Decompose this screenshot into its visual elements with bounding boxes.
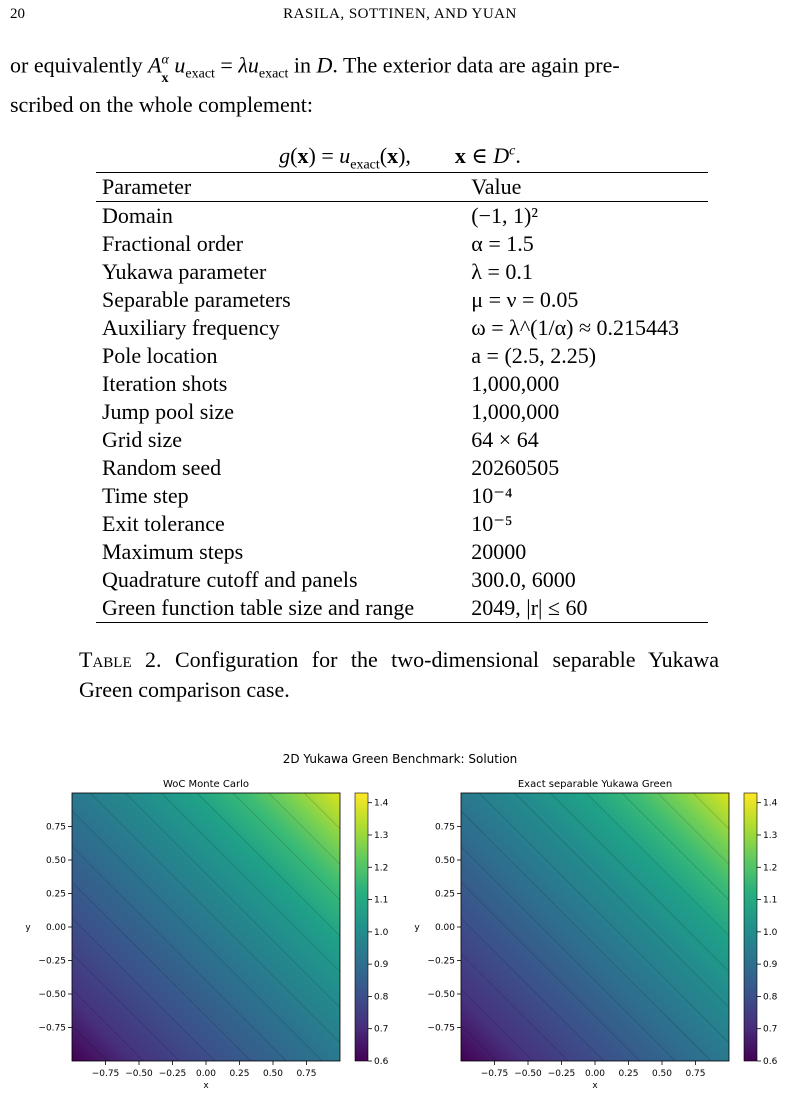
colorbar-tick-label: 0.8 (763, 992, 778, 1003)
y-tick-label: −0.75 (38, 1023, 66, 1034)
y-axis-label: y (414, 923, 420, 933)
x-tick-label: 0.75 (296, 1069, 317, 1079)
x-tick-label: −0.25 (547, 1069, 576, 1079)
table-row (96, 286, 708, 314)
table-row (96, 510, 708, 538)
table-cell-parameter: Separable parameters (102, 287, 291, 312)
colorbar-tick-label: 1.1 (374, 895, 389, 906)
table-cell-parameter: Domain (102, 203, 173, 228)
table-row (96, 454, 708, 482)
intro-paragraph (10, 46, 770, 120)
colorbar-tick-label: 1.4 (763, 798, 778, 809)
intro-sub: x (161, 71, 169, 87)
table-cell-value: 20000 (471, 539, 527, 564)
colorbar-tick-label: 1.1 (763, 895, 778, 906)
table-cell-value: 10⁻⁴ (471, 483, 513, 508)
colorbar-tick-label: 1.0 (763, 927, 778, 938)
table-row (96, 538, 708, 566)
x-tick-label: 0.75 (685, 1069, 706, 1079)
table-cell-value: 300.0, 6000 (471, 567, 576, 592)
colorbar-tick-label: 0.6 (374, 1057, 389, 1067)
colorbar-tick-label: 0.9 (763, 960, 778, 971)
table-cell-value: 1,000,000 (471, 399, 560, 424)
table-header-parameter: Parameter (102, 174, 192, 199)
y-tick-label: −0.25 (38, 956, 66, 967)
x-tick-label: −0.50 (514, 1069, 542, 1079)
caption-text: Configuration for the two-dimensional separable Yukawa Green comparison case. (79, 647, 719, 702)
table-header-row (96, 173, 708, 202)
table-cell-parameter: Exit tolerance (102, 511, 225, 536)
table-cell-parameter: Time step (102, 483, 189, 508)
table-cell-parameter: Grid size (102, 427, 183, 452)
x-axis-label: x (592, 1081, 598, 1091)
y-tick-label: 0.50 (45, 856, 66, 866)
colorbar-tick-label: 1.2 (374, 863, 389, 874)
y-tick-label: −0.50 (38, 990, 66, 1000)
colorbar-tick-label: 1.4 (374, 798, 389, 809)
config-table (96, 172, 708, 623)
table-header-value: Value (471, 174, 522, 199)
table-row (96, 566, 708, 594)
colorbar (744, 793, 757, 1061)
colorbar-tick-label: 0.7 (763, 1024, 778, 1035)
table-row (96, 398, 708, 426)
x-tick-label: −0.50 (125, 1069, 153, 1079)
colorbar-tick-label: 0.9 (374, 960, 389, 971)
colorbar-tick-label: 0.7 (374, 1024, 389, 1035)
x-tick-label: −0.75 (480, 1069, 509, 1079)
y-tick-label: −0.75 (427, 1023, 455, 1034)
y-tick-label: 0.75 (434, 822, 455, 833)
table-cell-parameter: Iteration shots (102, 371, 228, 396)
heatmap-field (72, 793, 340, 1061)
y-tick-label: −0.25 (427, 956, 455, 967)
table-cell-parameter: Quadrature cutoff and panels (102, 567, 358, 592)
table-row (96, 482, 708, 510)
x-tick-label: −0.25 (158, 1069, 187, 1079)
colorbar (355, 793, 368, 1061)
table-cell-parameter: Random seed (102, 455, 222, 480)
table-cell-parameter: Jump pool size (102, 399, 234, 424)
x-tick-label: 0.00 (584, 1069, 606, 1079)
y-tick-label: 0.75 (45, 822, 66, 833)
figure-suptitle: 2D Yukawa Green Benchmark: Solution (282, 752, 518, 766)
page-number: 20 (10, 6, 25, 22)
intro-sup: α (161, 53, 169, 68)
table-cell-parameter: Maximum steps (102, 539, 244, 564)
table-cell-parameter: Fractional order (102, 231, 244, 256)
x-tick-label: 0.25 (618, 1069, 639, 1079)
table-cell-value: (−1, 1)² (471, 203, 538, 228)
colorbar-tick-label: 0.6 (763, 1057, 778, 1067)
colorbar-tick-label: 1.0 (374, 927, 389, 938)
table-cell-value: 64 × 64 (471, 427, 539, 452)
colorbar-tick-label: 1.3 (763, 830, 778, 841)
colorbar-tick-label: 0.8 (374, 992, 389, 1003)
panel-title: WoC Monte Carlo (162, 779, 250, 790)
x-tick-label: 0.00 (195, 1069, 217, 1079)
display-equation: $g(x) = u_{exact}(x)$, x ∈ $D^c$. (279, 143, 521, 173)
x-tick-label: −0.75 (91, 1069, 120, 1079)
heatmap-panel (25, 779, 388, 1091)
y-tick-label: 0.00 (45, 923, 66, 933)
x-tick-label: 0.25 (229, 1069, 250, 1079)
table-cell-parameter: Yukawa parameter (102, 259, 267, 284)
x-tick-label: 0.50 (262, 1069, 284, 1079)
table-row (96, 258, 708, 286)
table-cell-value: 10⁻⁵ (471, 511, 513, 536)
table-cell-value: α = 1.5 (471, 231, 534, 256)
table-cell-value: a = (2.5, 2.25) (471, 343, 597, 368)
y-tick-label: 0.00 (434, 923, 455, 933)
table-cell-parameter: Pole location (102, 343, 218, 368)
table-row (96, 370, 708, 398)
table-row (96, 594, 708, 623)
x-axis-label: x (203, 1081, 209, 1091)
solution-figure (0, 745, 800, 1096)
y-axis-label: y (25, 923, 31, 933)
table-row (96, 202, 708, 231)
heatmap-panel (414, 779, 777, 1091)
table-caption (79, 645, 719, 705)
running-title: RASILA, SOTTINEN, AND YUAN (283, 6, 517, 22)
table-cell-value: μ = ν = 0.05 (471, 287, 579, 312)
intro-line-2: scribed on the whole complement: (10, 91, 314, 117)
table-row (96, 426, 708, 454)
table-cell-parameter: Auxiliary frequency (102, 315, 280, 340)
colorbar-tick-label: 1.3 (374, 830, 389, 841)
y-tick-label: −0.50 (427, 990, 455, 1000)
table-row (96, 314, 708, 342)
y-tick-label: 0.25 (434, 889, 455, 900)
colorbar-tick-label: 1.2 (763, 863, 778, 874)
table-cell-parameter: Green function table size and range (102, 595, 415, 620)
table-row (96, 230, 708, 258)
table-row (96, 342, 708, 370)
table-cell-value: 2049, |r| ≤ 60 (471, 595, 588, 620)
table-cell-value: 1,000,000 (471, 371, 560, 396)
figure-panels (25, 779, 777, 1091)
caption-label: Table 2. (79, 647, 162, 672)
intro-line-1: or equivalently $A^\alpha$ x $u_{exact} = \lambda u_{exact}$ in D. The exterior data are again pre- (10, 46, 770, 90)
table-cell-value: ω = λ^(1/α) ≈ 0.215443 (471, 315, 680, 340)
y-tick-label: 0.25 (45, 889, 66, 900)
table-cell-value: 20260505 (471, 455, 560, 480)
y-tick-label: 0.50 (434, 856, 455, 866)
heatmap-field (461, 793, 729, 1061)
x-tick-label: 0.50 (651, 1069, 673, 1079)
panel-title: Exact separable Yukawa Green (517, 779, 673, 790)
table-cell-value: λ = 0.1 (471, 259, 533, 284)
